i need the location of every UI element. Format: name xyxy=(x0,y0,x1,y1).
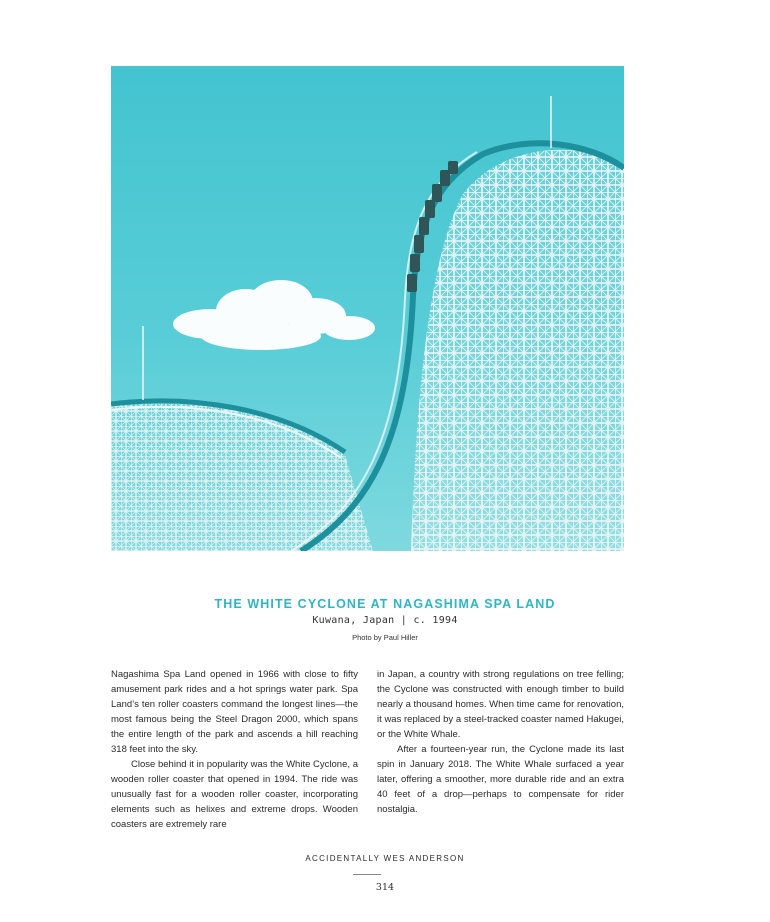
photo-location: Kuwana, Japan | c. 1994 xyxy=(312,615,458,626)
book-title: ACCIDENTALLY WES ANDERSON xyxy=(305,854,465,863)
cloud xyxy=(173,280,375,350)
footer-divider xyxy=(353,874,381,875)
paragraph: in Japan, a country with strong regulations on tree felling; the Cyclone was constructed with enough timber to build nearly a thousand homes. When time came for renovation, it was replaced by a steel-tracked coaster named Hakugei, or the White Whale. xyxy=(377,669,624,740)
paragraph: Close behind it in popularity was the White Cyclone, a wooden roller coaster that opened in 1994. The ride was unusually fast for a wooden roller coaster, incorporating elements such as helixes and extreme drops. Wooden coasters are extremely rare xyxy=(111,759,358,830)
roller-coaster-photo xyxy=(111,66,624,551)
paragraph: After a fourteen-year run, the Cyclone made its last spin in January 2018. The White Whale surfaced a year later, offering a smoother, more durable ride and an extra 40 feet of a drop—perhaps to compensate for rider nostalgia. xyxy=(377,744,624,815)
body-column-right xyxy=(377,667,624,817)
page-number: 314 xyxy=(375,882,395,893)
photo-credit: Photo by Paul Hiller xyxy=(352,633,418,642)
photo-title: THE WHITE CYCLONE AT NAGASHIMA SPA LAND xyxy=(214,597,556,611)
body-column-left xyxy=(111,667,358,832)
paragraph: Nagashima Spa Land opened in 1966 with close to fifty amusement park rides and a hot springs water park. Spa Land’s ten roller coasters command the longest lines—the most famous being the Steel Dragon 2000, which spans the entire length of the park and ascends a hill reaching 318 feet into the sky. xyxy=(111,669,358,755)
